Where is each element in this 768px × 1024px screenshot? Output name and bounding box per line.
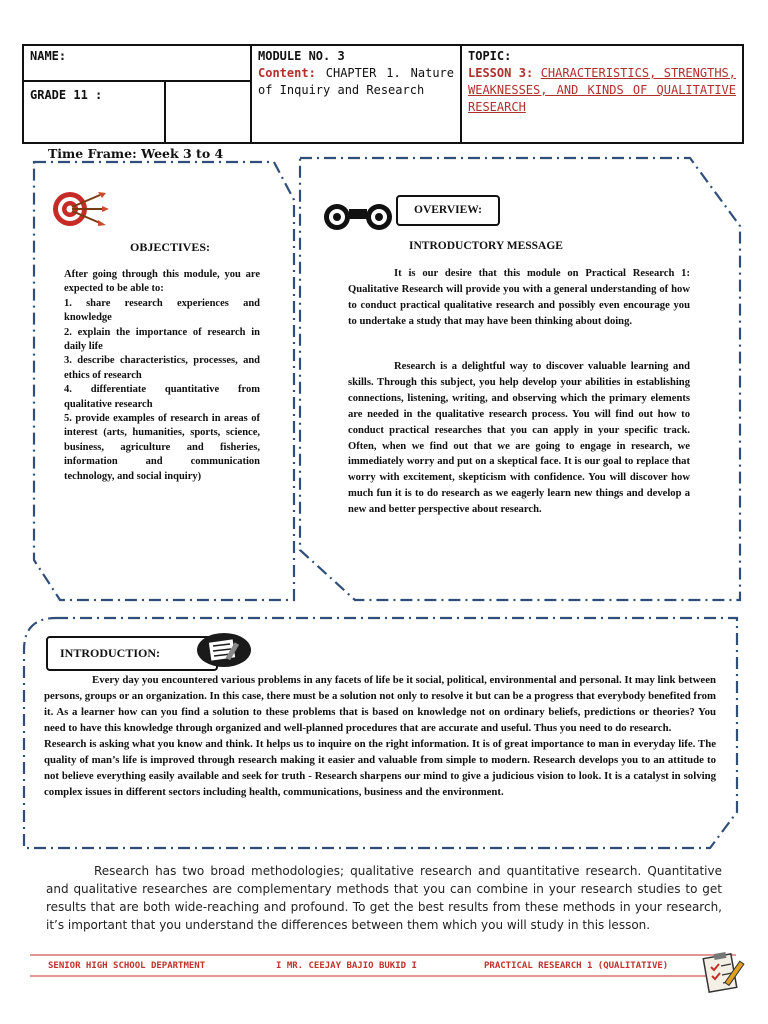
introduction-paragraph-1: Every day you encountered various problems in any facets of life be it social, political, environmental and personal. It may link between persons, groups or an organization. In this case, there must be a solution not only to resolve it but can be a progress that everybody benefited from it. As a learner how can you find a solution to these problems that is based on knowledge not on ordinary beliefs, predictions or theories? You need to have this knowledge through organized and well-planned procedures that are accurate and useful. Thus you need to do research. bbox=[44, 674, 716, 734]
overview-title: INTRODUCTORY MESSAGE bbox=[409, 240, 563, 252]
objective-item: 1. share research experiences and knowledge bbox=[64, 297, 260, 324]
footer-department: SENIOR HIGH SCHOOL DEPARTMENT bbox=[48, 961, 206, 971]
footer-teacher: I MR. CEEJAY BAJIO BUKID I bbox=[276, 961, 417, 971]
content-text: CHAPTER 1. Nature of Inquiry and Research bbox=[258, 66, 454, 97]
target-icon bbox=[52, 189, 110, 229]
objectives-intro: After going through this module, you are expected to be able to: bbox=[64, 269, 260, 295]
objectives-list bbox=[64, 268, 260, 484]
objective-item: 5. provide examples of research in areas of interest (arts, humanities, sports, science, business, agriculture and fisheries, information and communication technology, and social inquiry) bbox=[64, 413, 260, 482]
overview-paragraph-2: Research is a delightful way to discover valuable learning and skills. Through this subject, you help develop your abilities in establishing connections, listening, writing, and observing which the primary elements are needed in the qualitative research process. You will find out how to conduct practical researches that you can apply in your specific track. Often, when we find out that we are going to engage in research, we immediately worry and put on a skeptical face. It is our goal to replace that worry with excitement, skepticism with confidence. You will discover how much fun it is to do research as we eagerly learn new things and develop a new and better perspective about research. bbox=[348, 361, 690, 516]
module-label: MODULE NO. 3 bbox=[258, 49, 345, 63]
body-paragraph: Research has two broad methodologies; qualitative research and quantitative research. Quantitative and qualitative researches are complementary methods that you can combine in your research studies to get results that are both wide-reaching and profound. To get the best results from these methods in your research, it’s important that you understand the differences between them which you will study in this lesson. bbox=[46, 864, 722, 932]
footer-subject: PRACTICAL RESEARCH 1 (QUALITATIVE) bbox=[484, 961, 669, 971]
overview-label: OVERVIEW: bbox=[396, 195, 500, 226]
introduction-body bbox=[44, 672, 716, 800]
name-label: NAME: bbox=[30, 49, 67, 63]
lesson-label: LESSON 3: bbox=[468, 66, 534, 80]
introduction-paragraph-2: Research is asking what you know and think. It helps us to inquire on the right information. It is of great importance to man in everyday life. The quality of man’s life is improved through research making it easier and valuable from simple to modern. Research develops you to an attitude to not believe everything easily available and seek for truth - Research sharpens our mind to give a judicious vision to look. It is a catalyst in solving complex issues in different sectors including health, communications, business and the environment. bbox=[44, 738, 716, 798]
introduction-label: INTRODUCTION: bbox=[46, 636, 218, 671]
checklist-icon bbox=[700, 950, 748, 994]
objective-item: 3. describe characteristics, processes, and ethics of research bbox=[64, 355, 260, 381]
notepad-icon bbox=[196, 632, 252, 668]
topic-label: TOPIC: bbox=[468, 49, 512, 63]
objectives-title: OBJECTIVES: bbox=[129, 240, 211, 254]
time-frame: Time Frame: Week 3 to 4 bbox=[48, 146, 224, 161]
grade-label: GRADE 11 : bbox=[30, 88, 103, 102]
overview-paragraph-1: It is our desire that this module on Practical Research 1: Qualitative Research will provide you with a general understanding of how to conduct practical qualitative research and possibly even encourage you to undertake a study that may have been thinking about doing. bbox=[348, 268, 690, 327]
objective-item: 4. differentiate quantitative from qualitative research bbox=[64, 384, 260, 410]
binoculars-icon bbox=[322, 201, 394, 231]
lesson-title: CHARACTERISTICS, STRENGTHS, WEAKNESSES, AND KINDS OF QUALITATIVE RESEARCH bbox=[468, 66, 736, 114]
content-label: Content: bbox=[258, 66, 316, 80]
objective-item: 2. explain the importance of research in daily life bbox=[64, 326, 260, 353]
